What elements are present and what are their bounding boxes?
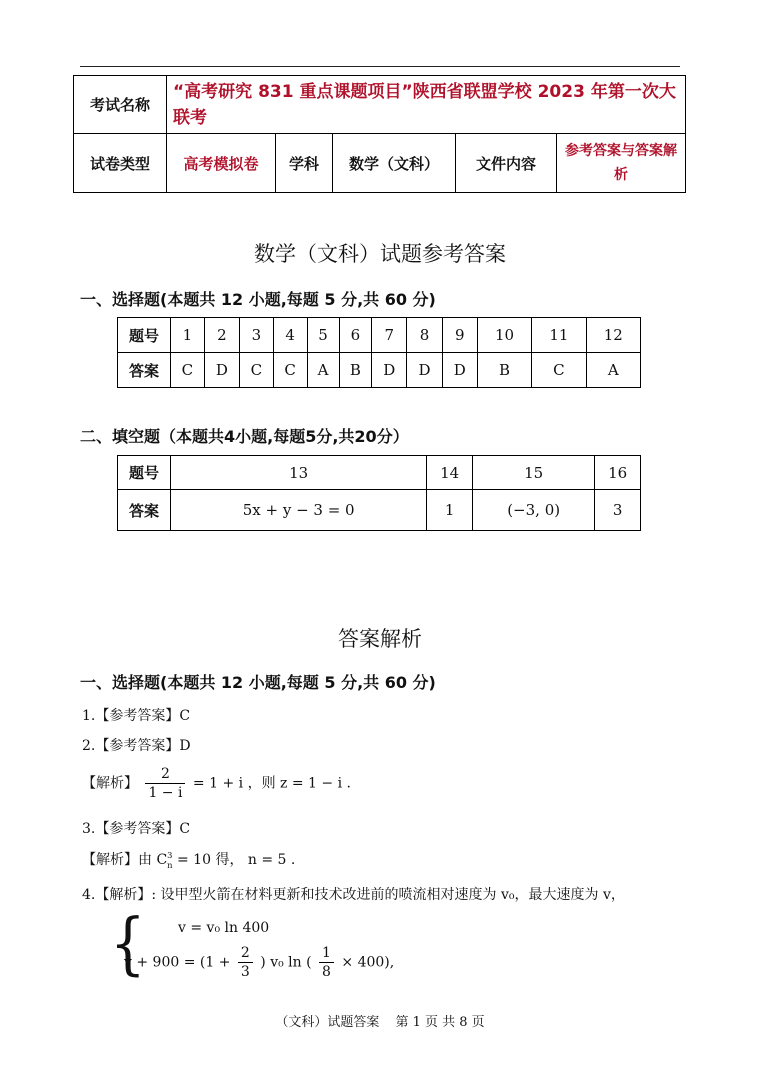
table-cell: 12 [586,318,640,353]
fraction [238,944,253,981]
table-cell: 10 [477,318,531,353]
table-cell: 14 [427,456,473,490]
table-cell: B [339,353,372,388]
table-cell: C [532,353,586,388]
section2-heading: 二、填空题（本题共4小题,每题5分,共20分） [80,427,409,446]
table-cell: D [372,353,407,388]
table-cell: 3 [595,490,641,531]
table-cell: D [204,353,239,388]
table-cell: 2 [204,318,239,353]
eq2-mid: ) v₀ ln ( [260,954,312,971]
table-cell: 15 [472,456,594,490]
table-cell: A [307,353,339,388]
subject-value: 数学（文科） [333,134,456,193]
table-cell: 11 [532,318,586,353]
subject-label: 学科 [276,134,333,193]
eq2-left: v + 900 = (1 + [124,954,231,971]
table-cell: C [171,353,205,388]
fill-in-answer-table [117,455,641,531]
analysis-label: 【解析】 [82,775,138,792]
table-cell: 5x + y − 3 = 0 [171,490,427,531]
row-header: 答案 [118,490,171,531]
table-cell: C [240,353,274,388]
table-cell: 5 [307,318,339,353]
fraction [319,944,334,981]
superscript: 3 [167,850,173,860]
table-cell: A [586,353,640,388]
numerator: 2 [238,944,253,963]
row-header: 答案 [118,353,171,388]
table-cell: 6 [339,318,372,353]
row-header: 题号 [118,318,171,353]
table-cell: B [477,353,531,388]
table-cell: 4 [273,318,307,353]
analysis-text: 【解析】由 C [82,852,168,868]
table-cell: 1 [171,318,205,353]
top-rule [80,66,680,67]
equation-1: v = v₀ ln 400 [178,920,270,936]
analysis-heading: 一、选择题(本题共 12 小题,每题 5 分,共 60 分) [80,673,436,692]
equation-2 [124,944,394,981]
table-cell: 16 [595,456,641,490]
eq2-right: × 400), [341,954,395,971]
question-number-row [118,318,641,353]
multiple-choice-answer-table [117,317,641,388]
table-cell: 8 [407,318,442,353]
exam-info-table [73,75,686,193]
table-cell: C [273,353,307,388]
paper-type: 高考模拟卷 [167,134,276,193]
document-title: 数学（文科）试题参考答案 [254,242,506,266]
footer-page-number: 第 1 页 共 8 页 [395,1015,485,1030]
denominator: 1 − i [148,785,183,801]
analysis-4: 4.【解析】: 设甲型火箭在材料更新和技术改进前的喷流相对速度为 v₀，最大速度为 v， [82,887,625,903]
table-cell: D [407,353,442,388]
denominator: 3 [240,964,250,980]
table-cell: 7 [372,318,407,353]
numerator: 1 [319,944,334,963]
analysis-title: 答案解析 [338,627,422,651]
analysis-3 [82,849,295,870]
table-cell: (−3, 0) [472,490,594,531]
table-cell: 3 [240,318,274,353]
analysis-2 [82,765,351,802]
exam-name-label: 考试名称 [74,76,167,134]
question-number-row [118,456,641,490]
subscript: n [167,860,173,870]
row-header: 题号 [118,456,171,490]
content-label: 文件内容 [456,134,557,193]
section1-heading: 一、选择题(本题共 12 小题,每题 5 分,共 60 分) [80,290,436,309]
equation-brace: { [110,905,146,984]
paper-type-label: 试卷类型 [74,134,167,193]
fraction [145,765,185,802]
denominator: 8 [322,964,331,980]
table-cell: 13 [171,456,427,490]
numerator: 2 [145,765,185,784]
table-cell: 9 [442,318,477,353]
analysis-text: = 1 + i ，则 z = 1 − i . [192,775,351,792]
analysis-text-rest: = 10 得， n = 5 . [172,852,296,868]
answer-3: 3.【参考答案】C [82,821,191,837]
answer-row [118,490,641,531]
footer-doc-name: （文科）试题答案 [275,1015,380,1030]
content-value: 参考答案与答案解析 [557,134,686,193]
answer-row [118,353,641,388]
answer-2: 2.【参考答案】D [82,738,191,754]
exam-name: “高考研究 831 重点课题项目”陕西省联盟学校 2023 年第一次大联考 [167,76,686,134]
table-cell: D [442,353,477,388]
page-footer [0,1011,760,1030]
answer-1: 1.【参考答案】C [82,708,191,724]
table-cell: 1 [427,490,473,531]
